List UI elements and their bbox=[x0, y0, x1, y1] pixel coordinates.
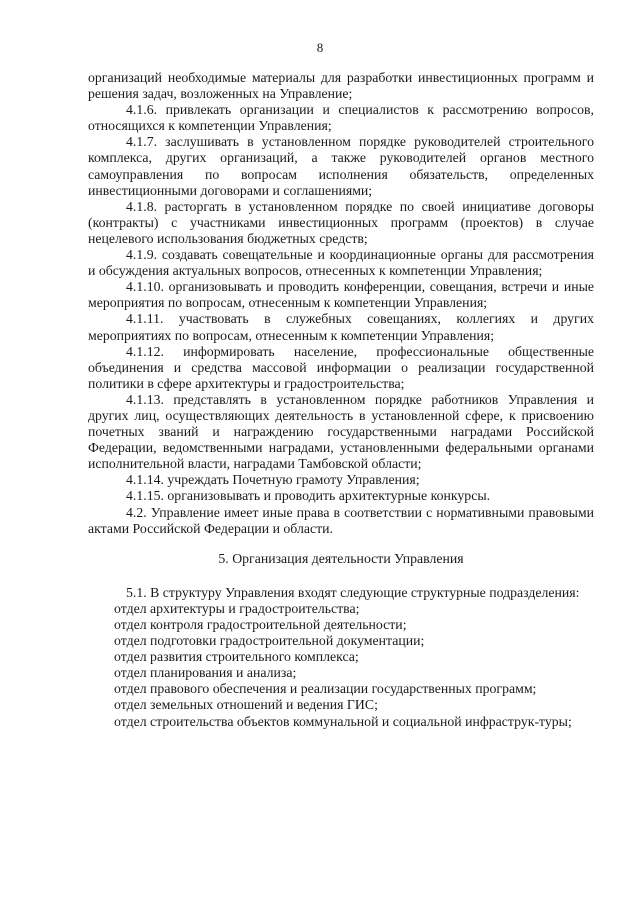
departments-list bbox=[88, 601, 594, 730]
document-body bbox=[88, 70, 594, 730]
paragraph-4-2: 4.2. Управление имеет иные права в соответствии с нормативными правовыми актами Российской Федерации и области. bbox=[88, 504, 594, 536]
list-item: отдел планирования и анализа; bbox=[114, 665, 297, 681]
list-item: отдел строительства объектов коммунальной и социальной инфраструк-туры; bbox=[114, 713, 572, 729]
list-item: отдел подготовки градостроительной документации; bbox=[114, 633, 425, 649]
paragraph-continued: организаций необходимые материалы для разработки инвестиционных программ и решения задач, возложенных на Управление; bbox=[88, 70, 594, 102]
paragraph-4-1-6: 4.1.6. привлекать организации и специалистов к рассмотрению вопросов, относящихся к компетенции Управления; bbox=[88, 102, 594, 134]
paragraph-4-1-15: 4.1.15. организовывать и проводить архитектурные конкурсы. bbox=[126, 488, 491, 504]
section-heading: 5. Организация деятельности Управления bbox=[218, 550, 464, 566]
paragraph-4-1-8: 4.1.8. расторгать в установленном порядке по своей инициативе договоры (контракты) с участниками инвестиционных программ (проектов) в случае нецелевого использования бюджетных средств; bbox=[88, 198, 594, 246]
list-item: отдел развития строительного комплекса; bbox=[114, 649, 359, 665]
paragraph-4-1-12: 4.1.12. информировать население, профессиональные общественные объединения и средства массовой информации о реализации государственной политики в сфере архитектуры и градостроительства; bbox=[88, 343, 594, 391]
list-item: отдел правового обеспечения и реализации государственных программ; bbox=[114, 681, 537, 697]
page-number: 8 bbox=[316, 40, 324, 55]
paragraph-4-1-7: 4.1.7. заслушивать в установленном порядке руководителей строительного комплекса, других организаций, а также руководителей органов местного самоуправления по вопросам исполнения обязательств, определенных инвестиционными договорами и соглашениями; bbox=[88, 134, 594, 198]
list-item: отдел контроля градостроительной деятельности; bbox=[114, 617, 407, 632]
paragraph-4-1-11: 4.1.11. участвовать в служебных совещаниях, коллегиях и других мероприятиях по вопросам, отнесенным к компетенции Управления; bbox=[88, 311, 594, 343]
list-item: отдел архитектуры и градостроительства; bbox=[114, 600, 360, 616]
paragraph-4-1-9: 4.1.9. создавать совещательные и координационные органы для рассмотрения и обсуждения актуальных вопросов, отнесенных к компетенции Управления; bbox=[88, 247, 594, 279]
section-intro: 5.1. В структуру Управления входят следующие структурные подразделения: bbox=[126, 584, 580, 600]
paragraph-4-1-13: 4.1.13. представлять в установленном порядке работников Управления и других лиц, осуществляющих деятельность в установленной сфере, к присвоению почетных званий и награждению государственными наградами Российской Федерации, ведомственными наградами, установленными федеральными органами исполнительной власти, наградами Тамбовской области; bbox=[88, 391, 594, 472]
paragraph-4-1-14: 4.1.14. учреждать Почетную грамоту Управления; bbox=[126, 472, 420, 488]
list-item: отдел земельных отношений и ведения ГИС; bbox=[114, 697, 378, 713]
paragraph-4-1-10: 4.1.10. организовывать и проводить конференции, совещания, встречи и иные мероприятия по вопросам, отнесенным к компетенции Управления; bbox=[88, 279, 594, 311]
